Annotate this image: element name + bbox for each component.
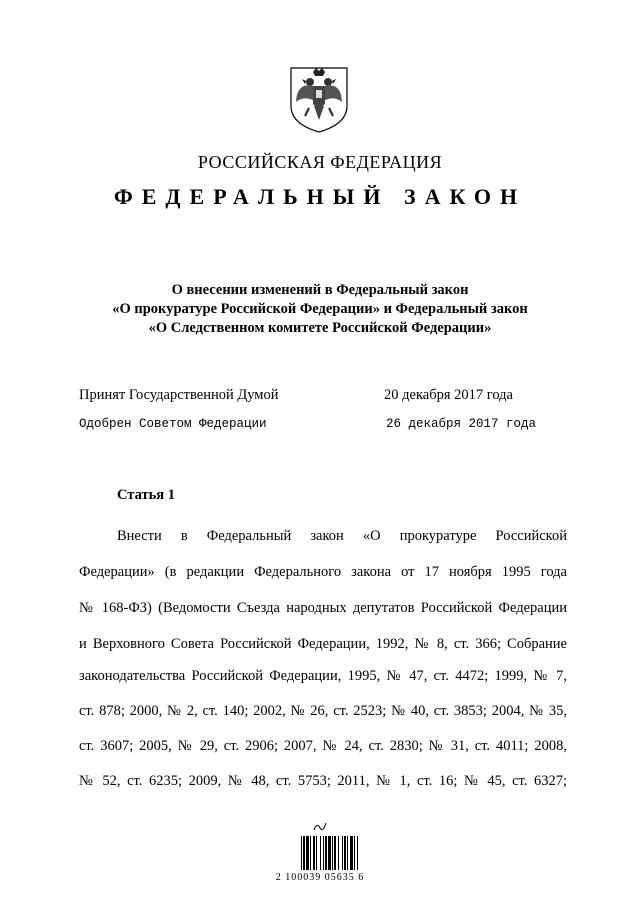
law-title-line-1: О внесении изменений в Федеральный закон [171, 282, 469, 298]
article-text-line: ст. 878; 2000, № 2, ст. 140; 2002, № 26, ст. 2523; № 40, ст. 3853; 2004, № 35, [79, 703, 567, 719]
article-text-line: ст. 3607; 2005, № 29, ст. 2906; 2007, № 24, ст. 2830; № 31, ст. 4011; 2008, [79, 738, 567, 754]
coat-of-arms-emblem [283, 62, 355, 134]
council-approval-date: 26 декабря 2017 года [386, 417, 537, 431]
duma-adoption-date: 20 декабря 2017 года [384, 387, 513, 403]
document-type-heading: ФЕДЕРАЛЬНЫЙ ЗАКОН [113, 184, 527, 209]
country-name: РОССИЙСКАЯ ФЕДЕРАЦИЯ [197, 152, 443, 172]
article-text-line: Федерации» (в редакции Федерального закона от 17 ноября 1995 года [79, 564, 567, 580]
council-approval-label: Одобрен Советом Федерации [79, 417, 267, 431]
duma-adoption-label: Принят Государственной Думой [79, 387, 279, 403]
article-text-line: Внести в Федеральный закон «О прокуратуре Российской [117, 528, 567, 544]
signature-mark-icon [313, 820, 327, 834]
double-headed-eagle-icon [283, 62, 355, 134]
barcode-number: 2 100039 05635 6 [275, 872, 365, 883]
article-text-line: № 168-ФЗ) (Ведомости Съезда народных депутатов Российской Федерации [79, 600, 567, 616]
barcode [300, 836, 374, 870]
law-title-line-2: «О прокуратуре Российской Федерации» и Федеральный закон [112, 301, 528, 317]
article-text-line: и Верховного Совета Российской Федерации, 1992, № 8, ст. 366; Собрание [79, 636, 567, 652]
article-text-line: № 52, ст. 6235; 2009, № 48, ст. 5753; 2011, № 1, ст. 16; № 45, ст. 6327; [79, 773, 567, 789]
article-text-line: законодательства Российской Федерации, 1995, № 47, ст. 4472; 1999, № 7, [79, 668, 567, 684]
law-title-line-3: «О Следственном комитете Российской Федерации» [148, 320, 492, 336]
article-heading: Статья 1 [117, 487, 175, 503]
